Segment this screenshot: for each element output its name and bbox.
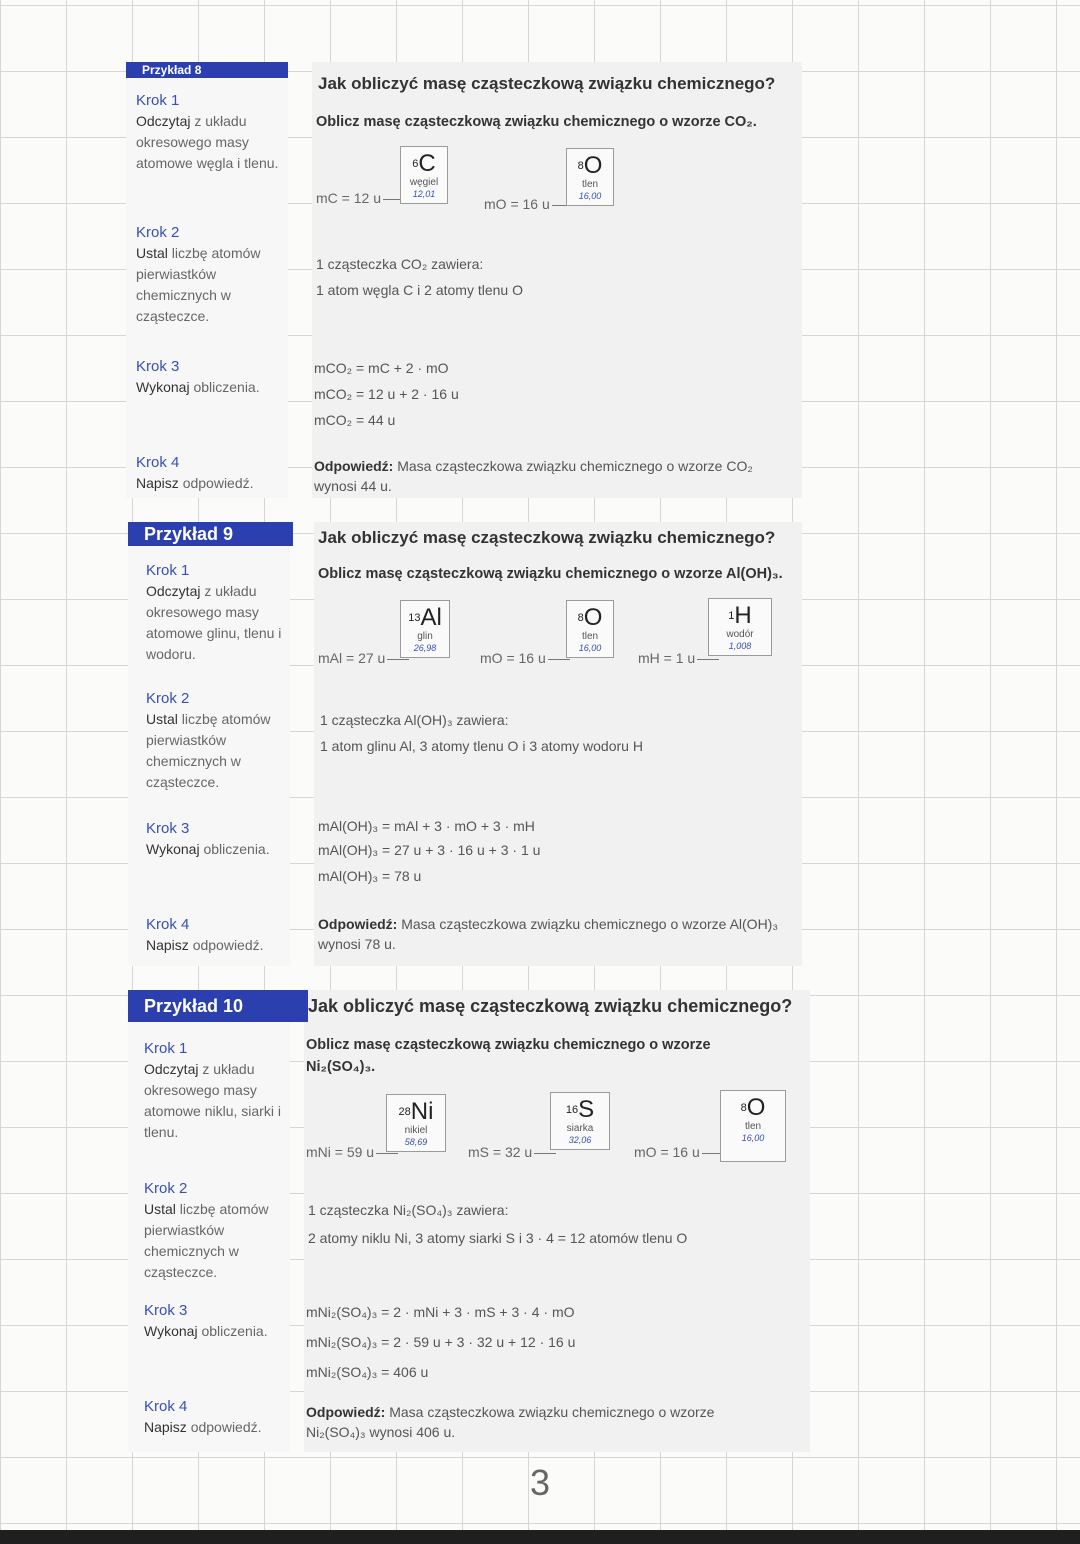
question-title: Jak obliczyć masę cząsteczkową związku chemicznego? — [308, 996, 793, 1016]
step-text: Odczytaj z układu okresowego masy atomowe glinu, tlenu i wodoru. — [146, 583, 282, 662]
step-number: Krok 2 — [136, 224, 180, 241]
mass-label: mS = 32 u — [468, 1144, 556, 1160]
step-text: Napisz odpowiedź. — [136, 475, 254, 491]
example-9 — [128, 522, 802, 966]
step-text: Ustal liczbę atomów pierwiastków chemicznych w cząsteczce. — [144, 1201, 269, 1280]
equation-3: mAl(OH)₃ = 78 u — [318, 868, 422, 884]
step-3 — [146, 818, 296, 860]
step-number: Krok 1 — [146, 562, 190, 579]
step-1 — [146, 560, 296, 665]
mass-label: mNi = 59 u — [306, 1144, 398, 1160]
step-text: Odczytaj z układu okresowego masy atomowe węgla i tlenu. — [136, 113, 279, 171]
equation-1: mNi₂(SO₄)₃ = 2 · mNi + 3 · mS + 3 · 4 · mO — [306, 1304, 575, 1320]
element-tile-oxygen: 8O tlen 16,00 — [566, 148, 614, 206]
equation-1: mCO₂ = mC + 2 · mO — [314, 360, 449, 376]
answer: Odpowiedź: Masa cząsteczkowa związku chemicznego o wzorze Ni₂(SO₄)₃ wynosi 406 u. — [306, 1404, 715, 1440]
step-4 — [144, 1396, 294, 1438]
answer: Odpowiedź: Masa cząsteczkowa związku chemicznego o wzorze Al(OH)₃ wynosi 78 u. — [318, 916, 779, 952]
task-text: Oblicz masę cząsteczkową związku chemicznego o wzorze Ni₂(SO₄)₃. — [306, 1037, 711, 1075]
step-number: Krok 2 — [144, 1180, 188, 1197]
step-text: Ustal liczbę atomów pierwiastków chemicznych w cząsteczce. — [146, 711, 271, 790]
example-header: Przykład 8 — [126, 62, 288, 78]
step-1 — [144, 1038, 294, 1143]
composition-line-1: 1 cząsteczka Al(OH)₃ zawiera: — [320, 712, 509, 728]
mass-label: mC = 12 u — [316, 190, 405, 206]
element-tile-oxygen: 8O tlen 16,00 — [566, 600, 614, 658]
composition-line-2: 1 atom glinu Al, 3 atomy tlenu O i 3 atomy wodoru H — [320, 738, 643, 754]
step-number: Krok 1 — [144, 1040, 188, 1057]
example-8 — [126, 62, 802, 498]
example-header: Przykład 10 — [128, 990, 308, 1022]
task-text: Oblicz masę cząsteczkową związku chemicznego o wzorze CO₂. — [316, 114, 757, 130]
mass-label: mAl = 27 u — [318, 650, 409, 666]
equation-2: mCO₂ = 12 u + 2 · 16 u — [314, 386, 459, 402]
mass-label: mH = 1 u — [638, 650, 719, 666]
page-edge-shadow — [0, 1530, 1080, 1544]
example-10 — [128, 990, 810, 1452]
step-4 — [136, 452, 286, 494]
step-number: Krok 3 — [146, 820, 190, 837]
element-tile-sulfur: 16S siarka 32,06 — [550, 1092, 610, 1150]
step-number: Krok 4 — [146, 916, 190, 933]
element-tile-aluminium: 13Al glin 26,98 — [400, 600, 450, 658]
equation-1: mAl(OH)₃ = mAl + 3 · mO + 3 · mH — [318, 818, 535, 834]
equation-3: mCO₂ = 44 u — [314, 412, 396, 428]
composition-line-1: 1 cząsteczka CO₂ zawiera: — [316, 256, 484, 272]
step-2 — [144, 1178, 294, 1283]
equation-3: mNi₂(SO₄)₃ = 406 u — [306, 1364, 429, 1380]
equation-2: mAl(OH)₃ = 27 u + 3 · 16 u + 3 · 1 u — [318, 842, 541, 858]
step-2 — [146, 688, 296, 793]
step-number: Krok 2 — [146, 690, 190, 707]
step-number: Krok 4 — [144, 1398, 188, 1415]
step-number: Krok 1 — [136, 92, 180, 109]
step-text: Ustal liczbę atomów pierwiastków chemicznych w cząsteczce. — [136, 245, 261, 324]
step-1 — [136, 90, 286, 174]
step-text: Wykonaj obliczenia. — [144, 1323, 268, 1339]
composition-line-2: 2 atomy niklu Ni, 3 atomy siarki S i 3 · 4 = 12 atomów tlenu O — [308, 1230, 688, 1246]
step-text: Wykonaj obliczenia. — [136, 379, 260, 395]
mass-label: mO = 16 u — [634, 1144, 724, 1160]
step-text: Napisz odpowiedź. — [144, 1419, 262, 1435]
question-title: Jak obliczyć masę cząsteczkową związku chemicznego? — [318, 528, 776, 547]
page-number: 3 — [530, 1462, 551, 1503]
mass-label: mO = 16 u — [484, 196, 574, 212]
task-text: Oblicz masę cząsteczkową związku chemicznego o wzorze Al(OH)₃. — [318, 566, 783, 582]
step-number: Krok 3 — [136, 358, 180, 375]
equation-2: mNi₂(SO₄)₃ = 2 · 59 u + 3 · 32 u + 12 · 16 u — [306, 1334, 576, 1350]
element-tile-oxygen: 8O tlen 16,00 — [720, 1090, 786, 1162]
step-2 — [136, 222, 286, 327]
example-header: Przykład 9 — [128, 522, 293, 546]
step-text: Napisz odpowiedź. — [146, 937, 264, 953]
element-tile-nickel: 28Ni nikiel 58,69 — [386, 1094, 446, 1152]
step-3 — [136, 356, 286, 398]
step-number: Krok 3 — [144, 1302, 188, 1319]
step-4 — [146, 914, 296, 956]
answer: Odpowiedź: Masa cząsteczkowa związku chemicznego o wzorze CO₂ wynosi 44 u. — [314, 458, 753, 494]
element-tile-hydrogen: 1H wodór 1,008 — [708, 598, 772, 656]
composition-line-1: 1 cząsteczka Ni₂(SO₄)₃ zawiera: — [308, 1202, 509, 1218]
step-3 — [144, 1300, 294, 1342]
element-tile-carbon: 6C węgiel 12,01 — [400, 146, 448, 204]
mass-label: mO = 16 u — [480, 650, 570, 666]
question-title: Jak obliczyć masę cząsteczkową związku chemicznego? — [318, 74, 776, 93]
step-number: Krok 4 — [136, 454, 180, 471]
step-text: Odczytaj z układu okresowego masy atomowe niklu, siarki i tlenu. — [144, 1061, 281, 1140]
composition-line-2: 1 atom węgla C i 2 atomy tlenu O — [316, 282, 523, 298]
step-text: Wykonaj obliczenia. — [146, 841, 270, 857]
